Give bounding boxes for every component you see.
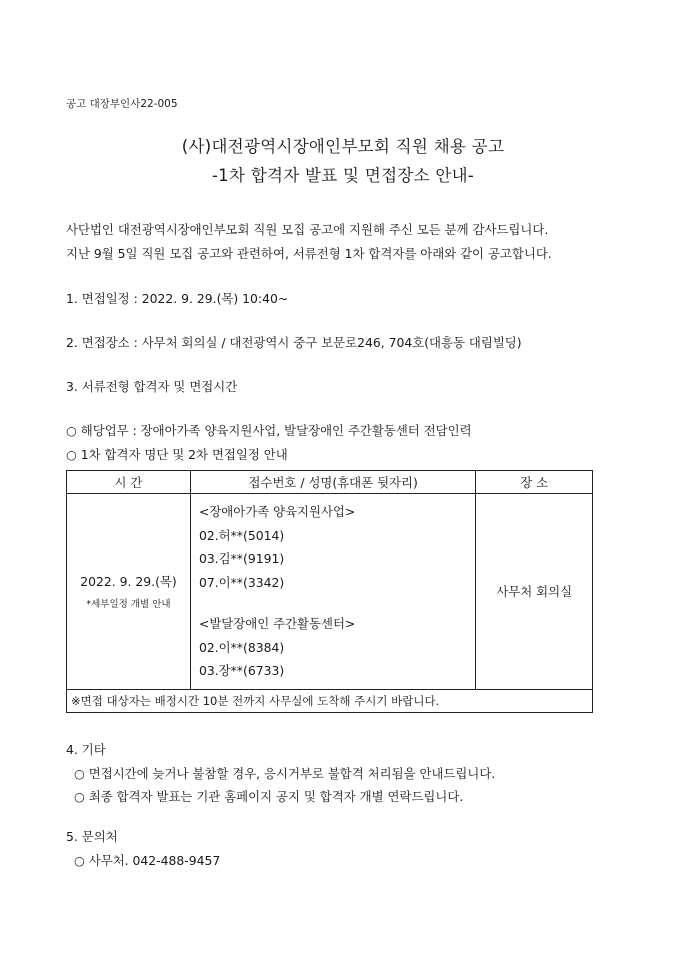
header-applicant: 접수번호 / 성명(휴대폰 뒷자리): [190, 471, 475, 494]
interview-date: 2022. 9. 29.(목): [80, 574, 177, 590]
header-time: 시 간: [67, 471, 191, 494]
schedule-table: [66, 470, 593, 713]
list-item: 02.허**(5014): [198, 527, 285, 543]
date-note: *세부일정 개별 안내: [86, 599, 171, 611]
intro-line-1: 사단법인 대전광역시장애인부모회 직원 모집 공고에 지원해 주신 모든 분께 감사드립니다.: [66, 222, 549, 237]
table-header-row: [67, 471, 593, 494]
table-note: ※면접 대상자는 배정시간 10분 전까지 사무실에 도착해 주시기 바랍니다.: [67, 689, 593, 712]
section-interview-place: 2. 면접장소 : 사무처 회의실 / 대전광역시 중구 보문로246, 704호(대흥동 대림빌딩): [66, 335, 522, 350]
notice-number: 공고 대장부인사22-005: [66, 98, 178, 110]
list-item: ○ 최종 합격자 발표는 기관 홈페이지 공지 및 합격자 개별 연락드립니다.: [74, 789, 464, 804]
date-cell: [67, 494, 191, 690]
list-item: 03.김**(9191): [198, 551, 285, 566]
list-item: 02.이**(8384): [198, 639, 285, 655]
section-etc: 4. 기타: [66, 742, 106, 757]
section-contact: 5. 문의처: [66, 829, 118, 844]
list-item: ○ 면접시간에 늦거나 불참할 경우, 응시거부로 불합격 처리됨을 안내드립니다.: [74, 766, 496, 781]
section-passers-heading: 3. 서류전형 합격자 및 면접시간: [66, 379, 238, 394]
place-cell: 사무처 회의실: [476, 494, 593, 690]
table-note-row: [67, 689, 593, 712]
intro-line-2: 지난 9월 5일 직원 모집 공고와 관련하여, 서류전형 1차 합격자를 아래와 같이 공고합니다.: [66, 246, 552, 261]
list-item: 07.이**(3342): [198, 574, 285, 590]
section-interview-schedule: 1. 면접일정 : 2022. 9. 29.(목) 10:40~: [66, 291, 289, 306]
bullet-job-duty: ○ 해당업무 : 장애아가족 양육지원사업, 발달장애인 주간활동센터 전담인력: [66, 423, 472, 438]
contact-info: ○ 사무처. 042-488-9457: [74, 853, 221, 868]
group-title: <장애아가족 양육지원사업>: [198, 504, 356, 519]
group-title: <발달장애인 주간활동센터>: [198, 616, 356, 631]
list-item: 03.장**(6733): [198, 663, 285, 678]
applicant-list-cell: [190, 494, 475, 690]
table-row: [67, 494, 593, 690]
page-subtitle: -1차 합격자 발표 및 면접장소 안내-: [211, 166, 475, 185]
page-title: (사)대전광역시장애인부모회 직원 채용 공고: [181, 137, 505, 156]
bullet-passer-list: ○ 1차 합격자 명단 및 2차 면접일정 안내: [66, 447, 288, 462]
header-place: 장 소: [476, 471, 593, 494]
